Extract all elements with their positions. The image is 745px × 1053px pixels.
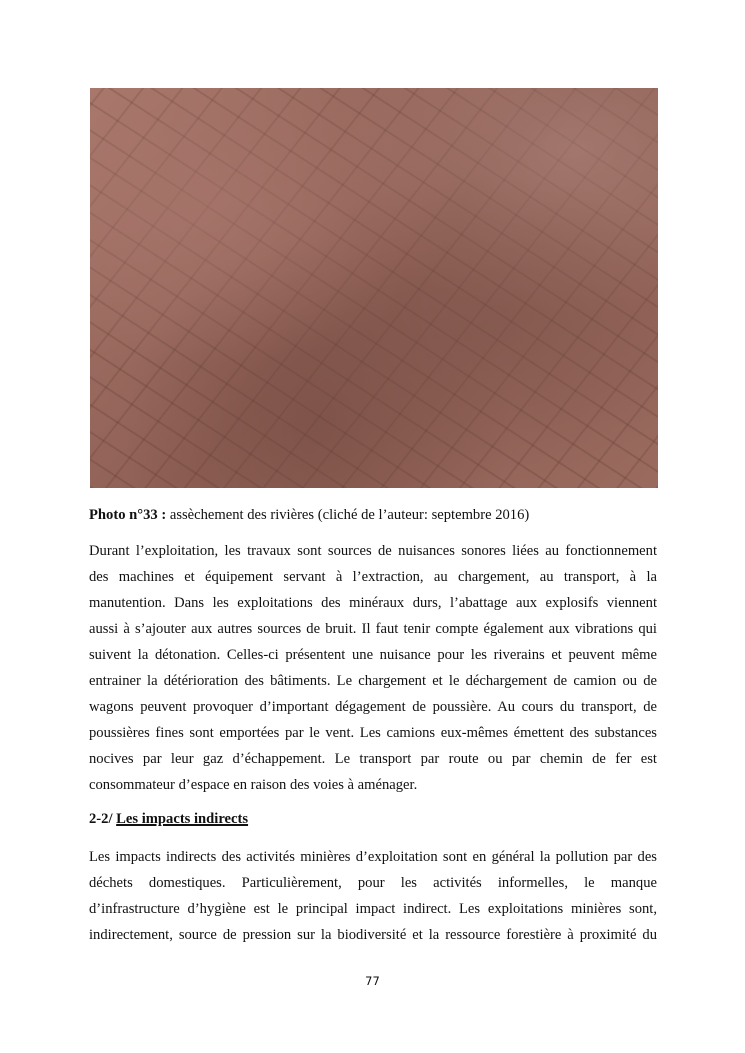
text-line: nocives par leur gaz d’échappement. Le transport par route ou par chemin de fer est: [89, 751, 657, 767]
text-line: aussi à s’ajouter aux autres sources de bruit. Il faut tenir compte également aux vibrations qui: [89, 621, 657, 637]
text-line: des machines et équipement servant à l’extraction, au chargement, au transport, à la: [89, 569, 657, 585]
text-line: poussières fines sont emportées par le vent. Les camions eux-mêmes émettent des substances: [89, 725, 657, 741]
section-title: Les impacts indirects: [116, 811, 249, 827]
section-number: 2-2/: [89, 811, 117, 827]
text-line: d’infrastructure d’hygiène est le principal impact indirect. Les exploitations minières sont,: [89, 901, 657, 917]
section-heading: [89, 811, 248, 828]
caption-text: assèchement des rivières (cliché de l’auteur: septembre 2016): [166, 507, 530, 523]
caption-label: Photo n°33 :: [89, 507, 167, 523]
text-line: indirectement, source de pression sur la biodiversité et la ressource forestière à proximité du: [89, 927, 657, 943]
text-line: manutention. Dans les exploitations des minéraux durs, l’abattage aux explosifs viennent: [89, 595, 657, 611]
text-line: wagons peuvent provoquer d’important dégagement de poussière. Au cours du transport, de: [89, 699, 657, 715]
photo-dried-riverbed: [90, 88, 658, 488]
text-line: Durant l’exploitation, les travaux sont sources de nuisances sonores liées au fonctionnement: [89, 543, 657, 559]
text-line: consommateur d’espace en raison des voies à aménager.: [89, 777, 418, 793]
page-number: 77: [365, 974, 380, 988]
text-line: entrainer la détérioration des bâtiments. Le chargement et le déchargement de camion ou de: [89, 673, 657, 689]
photo-caption: [89, 507, 529, 524]
text-line: déchets domestiques. Particulièrement, pour les activités informelles, le manque: [89, 875, 657, 891]
text-line: Les impacts indirects des activités minières d’exploitation sont en général la pollution par des: [89, 849, 657, 865]
text-line: suivent la détonation. Celles-ci présentent une nuisance pour les riverains et peuvent même: [89, 647, 657, 663]
